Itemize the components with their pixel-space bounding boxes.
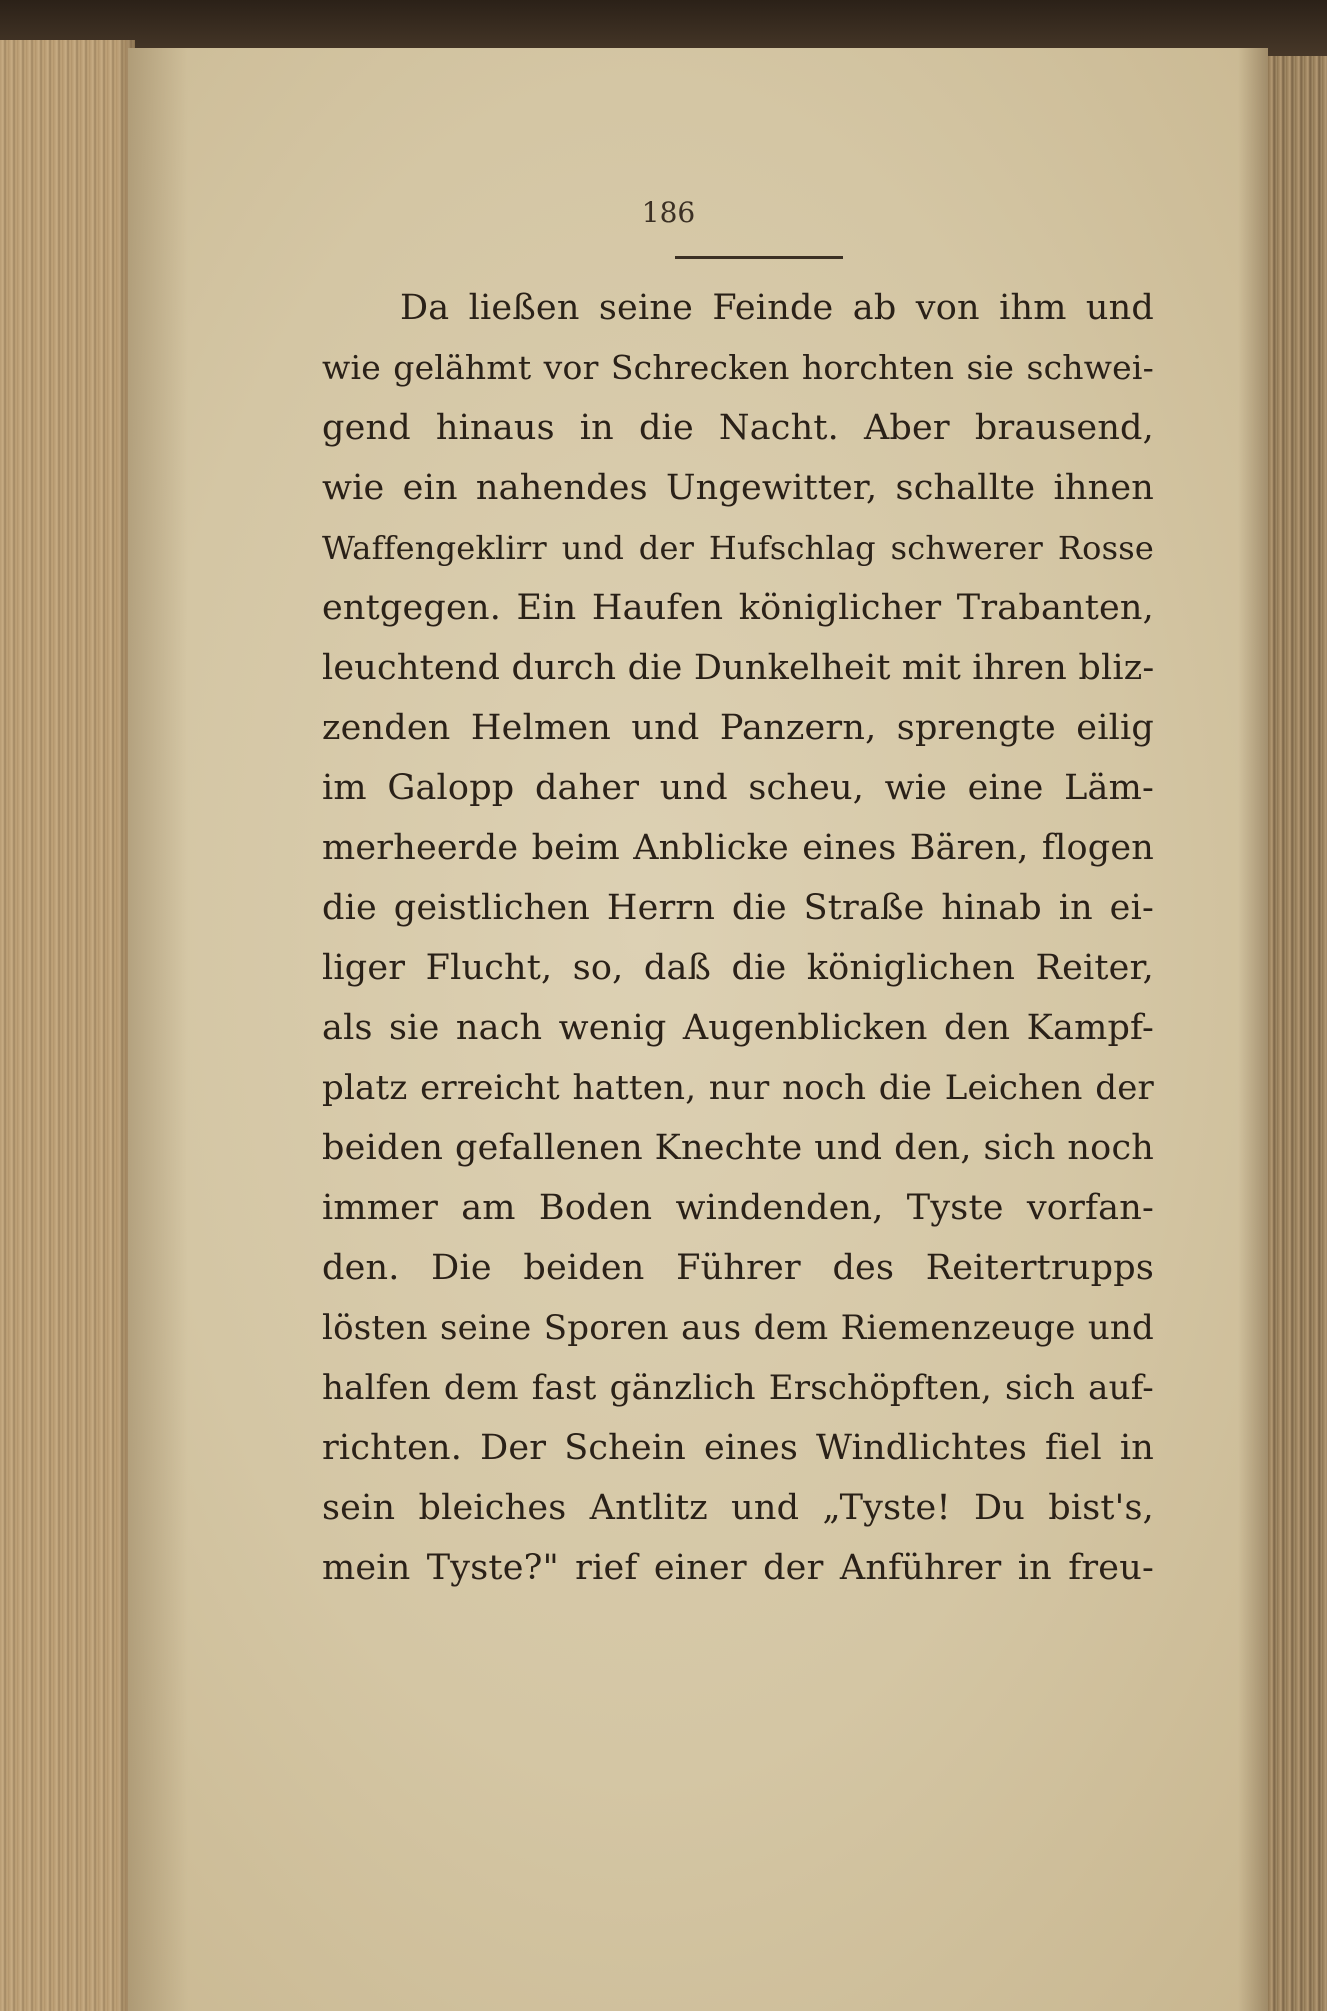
text-line: lösten seine Sporen aus dem Riemenzeuge und	[322, 1308, 1154, 1348]
text-line: gend hinaus in die Nacht. Aber brausend,	[322, 408, 1154, 448]
text-line: den. Die beiden Führer des Reitertrupps	[322, 1248, 1154, 1288]
text-line: wie ein nahendes Ungewitter, schallte ihnen	[322, 468, 1154, 508]
text-line: immer am Boden windenden, Tyste vorfan-	[322, 1188, 1154, 1228]
text-line: die geistlichen Herrn die Straße hinab in ei-	[322, 888, 1154, 928]
text-line: mein Tyste?" rief einer der Anführer in freu-	[322, 1548, 1154, 1588]
text-line: sein bleiches Antlitz und „Tyste! Du bist's,	[322, 1488, 1154, 1528]
text-line: platz erreicht hatten, nur noch die Leichen der	[322, 1068, 1154, 1108]
text-line: leuchtend durch die Dunkelheit mit ihren bliz-	[322, 648, 1155, 688]
header-rule	[675, 256, 843, 259]
text-line: im Galopp daher und scheu, wie eine Läm-	[322, 768, 1154, 808]
text-line: als sie nach wenig Augenblicken den Kampf-	[322, 1008, 1154, 1048]
text-line: richten. Der Schein eines Windlichtes fiel in	[322, 1428, 1154, 1468]
body-text	[322, 278, 1154, 1598]
stacked-page-edges-right	[1268, 56, 1327, 2011]
text-line: Waffengeklirr und der Hufschlag schwerer Rosse	[322, 529, 1154, 567]
text-line: beiden gefallenen Knechte und den, sich noch	[322, 1128, 1154, 1168]
stacked-page-edges-left	[0, 40, 135, 2011]
text-line: merheerde beim Anblicke eines Bären, flogen	[322, 828, 1154, 868]
page-number: 186	[641, 196, 696, 229]
text-line: halfen dem fast gänzlich Erschöpften, sich auf-	[322, 1368, 1154, 1408]
text-line: Da ließen seine Feinde ab von ihm und	[400, 288, 1154, 328]
text-line: wie gelähmt vor Schrecken horchten sie schwei-	[322, 348, 1154, 387]
text-line: zenden Helmen und Panzern, sprengte eilig	[322, 708, 1154, 748]
text-line: liger Flucht, so, daß die königlichen Reiter,	[322, 948, 1154, 988]
text-line: entgegen. Ein Haufen königlicher Trabanten,	[322, 588, 1154, 628]
